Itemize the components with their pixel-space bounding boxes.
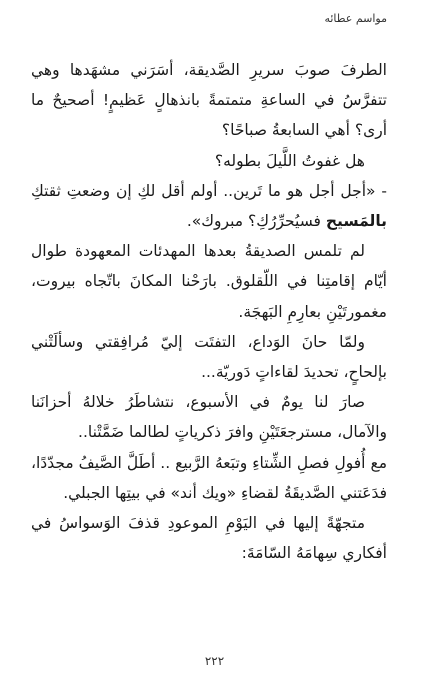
dialogue-text-end: فسيُحرِّرُكِ؟ مبروك». <box>186 212 326 231</box>
paragraph-6: صارَ لنا يومٌ في الأسبوع، نتشاطَرُ خلالهُ أحزانَنا والآمال، مسترجعَتَيْنِ وافرَ ذكرياتٍ لطالما ضَمَّتْنا.. <box>31 393 387 442</box>
page-number: ٢٢٢ <box>204 654 225 668</box>
bold-word: بالمَسيح <box>325 212 387 231</box>
paragraph-4: لم تلمس الصديقةُ بعدها المهدئات المعهودة طوال أيّام إقامتِنا في اللّقلوق. بارَحْنا المكانَ باتّجاه بيروت، مغمورتَيْنِ بعارِمِ البَهجَة. <box>31 242 387 321</box>
body-text <box>31 55 387 568</box>
dialogue-text-start: - «أجل أجل هو ما تَرين.. أولم أقل لكِ إن وضعتِ ثقتكِ <box>31 181 387 200</box>
paragraph-2: هل غفوتُ اللَّيلَ بطوله؟ <box>214 151 365 170</box>
paragraph-3 <box>31 176 387 236</box>
paragraph-5: ولمّا حانَ الوَداع، التفتَت إليّ مُرافِقتي وسألَتْني بإلحاحٍ، تحديدَ لقاءاتٍ دَوريّة... <box>31 332 387 382</box>
paragraph-8: متجهّةً إليها في اليَوْمِ الموعودِ قذفَ الوَسواسُ في أفكاري سِهامَهُ السّامَةَ: <box>31 514 387 563</box>
paragraph-1: الطرفَ صوبَ سريرِ الصَّديقة، أسَرَني مشهَدها وهي تتفرَّسُ في الساعةِ متمتمةً بانذهالٍ عَظيمٍ! أصحيحٌ ما أرى؟ أهي السابعةُ صباحًا؟ <box>31 61 387 140</box>
paragraph-7: مع أُفولِ فصلِ الشِّتاءِ وتبَعهُ الرَّبيع .. أطَلَّ الصَّيفُ مجدّدًا، فدَعَتني الصَّديقَةُ لقضاءِ «ويك أند» في بيتِها الجبلي. <box>31 453 387 502</box>
running-header: مواسم عطائه <box>324 12 387 25</box>
